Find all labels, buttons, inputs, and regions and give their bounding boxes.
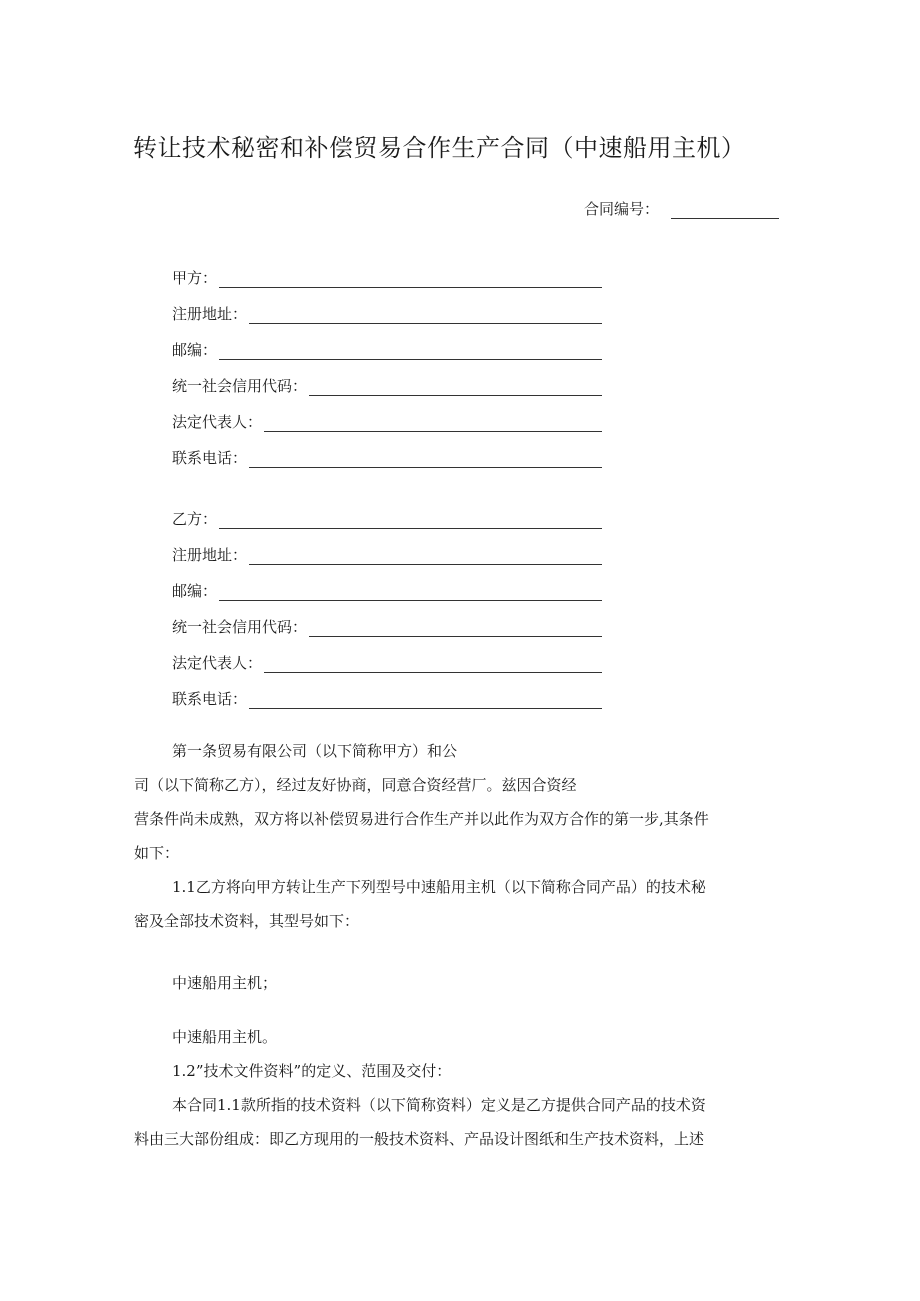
party-a-name-blank[interactable]	[219, 269, 602, 288]
contract-number-blank[interactable]	[671, 202, 779, 219]
party-b-phone-field: 联系电话：	[172, 673, 602, 709]
party-b-postcode-field: 邮编：	[172, 565, 602, 601]
party-b-credit-code-field: 统一社会信用代码：	[172, 601, 602, 637]
contract-number-label: 合同编号：	[584, 200, 660, 218]
model-item: 中速船用主机；	[172, 974, 278, 992]
party-a-address-field: 注册地址：	[172, 288, 602, 324]
party-a-address-blank[interactable]	[249, 305, 602, 324]
party-a-legal-rep-blank[interactable]	[264, 413, 602, 432]
party-b-name-blank[interactable]	[219, 510, 602, 529]
party-a-postcode-blank[interactable]	[219, 341, 602, 360]
party-a-phone-blank[interactable]	[249, 449, 602, 468]
party-b-name-field: 乙方：	[172, 493, 602, 529]
party-b-address-field: 注册地址：	[172, 529, 602, 565]
party-b-legal-rep-blank[interactable]	[264, 654, 602, 673]
party-a-name-field: 甲方：	[172, 252, 602, 288]
page-title: 转让技术秘密和补偿贸易合作生产合同（中速船用主机）	[133, 134, 746, 162]
party-a-postcode-field: 邮编：	[172, 324, 602, 360]
party-b-phone-blank[interactable]	[249, 690, 602, 709]
party-a-phone-field: 联系电话：	[172, 432, 602, 468]
article-one-intro: 第一条贸易有限公司（以下简称甲方）和公 司（以下简称乙方），经过友好协商，同意合资经营厂。兹因合资经 营条件尚未成熟，双方将以补偿贸易进行合作生产并以此作为双方合作的第一步,其条件 如下： 1.1乙方将向甲方转让生产下列型号中速船用主机（以下简称合同产品）的技术秘 密及全部技术资料，其型号如下：	[134, 742, 709, 930]
contract-number	[584, 198, 779, 219]
party-b-legal-rep-field: 法定代表人：	[172, 637, 602, 673]
model-item: 中速船用主机。	[172, 1028, 278, 1046]
party-b-credit-code-blank[interactable]	[309, 618, 602, 637]
party-a-credit-code-field: 统一社会信用代码：	[172, 360, 602, 396]
party-b-address-blank[interactable]	[249, 546, 602, 565]
party-a-legal-rep-field: 法定代表人：	[172, 396, 602, 432]
party-a-section	[172, 252, 602, 468]
model-list-2: 中速船用主机。 1.2”技术文件资料”的定义、范围及交付： 本合同1.1款所指的技术资料（以下简称资料）定义是乙方提供合同产品的技术资 料由三大部份组成：即乙方现用的一般技术资料、产品设计图纸和生产技术资料，上述	[134, 1020, 794, 1156]
model-list	[134, 966, 794, 1000]
party-a-credit-code-blank[interactable]	[309, 377, 602, 396]
party-b-postcode-blank[interactable]	[219, 582, 602, 601]
party-b-section	[172, 493, 602, 709]
